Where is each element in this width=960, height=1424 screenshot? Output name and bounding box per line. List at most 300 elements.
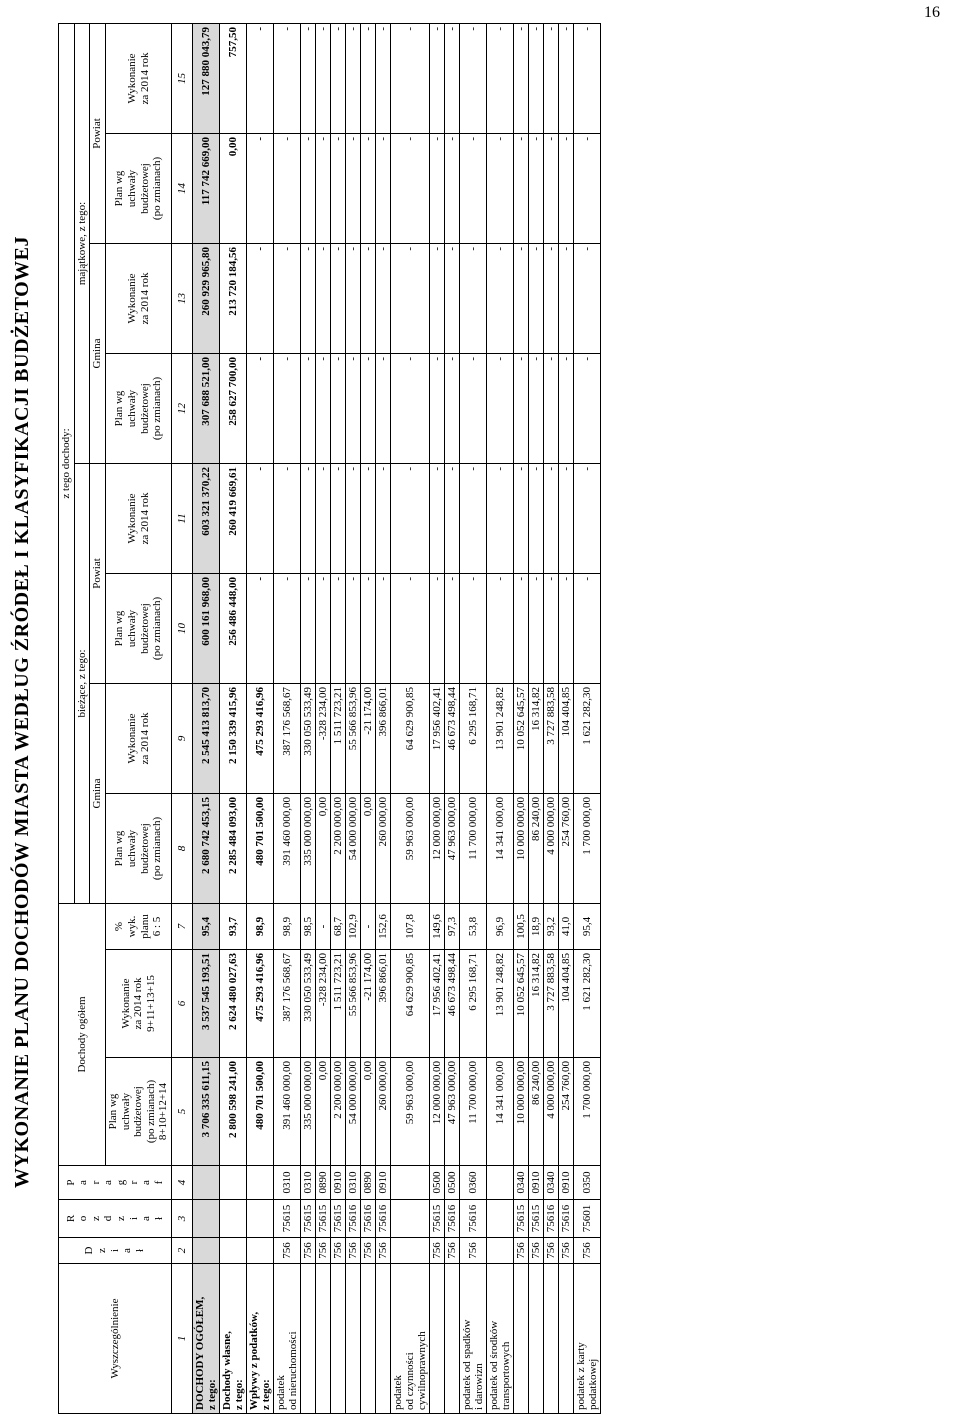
row-label: [316, 1264, 331, 1414]
cell-value: -328 234,00: [316, 683, 331, 793]
header-text-line: a: [77, 1180, 90, 1185]
table-body: [193, 23, 601, 1413]
table-row: [430, 23, 445, 1413]
header-paragraf: [59, 1166, 172, 1200]
cell-value: 330 050 533,49: [301, 683, 316, 793]
cell-value: -: [487, 243, 514, 353]
cell-value: 104 404,85: [559, 950, 574, 1058]
cell-dzial: 756: [445, 1238, 460, 1264]
header-text-line: a: [140, 1180, 153, 1185]
cell-value: 1 511 723,21: [331, 683, 346, 793]
cell-value: 93,7: [220, 903, 247, 949]
cell-value: -: [460, 243, 487, 353]
cell-paragraf: 0910: [559, 1166, 574, 1200]
header-text-line: 8+10+12+14: [157, 1082, 170, 1141]
cell-value: 256 486 448,00: [220, 573, 247, 683]
cell-value: 0,00: [316, 793, 331, 903]
column-number: 10: [172, 573, 193, 683]
cell-value: 13 901 248,82: [487, 950, 514, 1058]
cell-value: -: [346, 353, 361, 463]
cell-value: -: [376, 353, 391, 463]
table-header: [59, 23, 193, 1413]
cell-value: 53,8: [460, 903, 487, 949]
header-plan: [105, 353, 171, 463]
cell-dzial: [193, 1238, 220, 1264]
cell-value: -: [487, 573, 514, 683]
cell-value: -: [274, 573, 301, 683]
table-row: [301, 23, 316, 1413]
cell-value: -: [529, 23, 544, 133]
header-text-line: f: [152, 1180, 165, 1185]
row-label-line: cywilnoprawnych: [416, 1331, 429, 1410]
cell-paragraf: [391, 1166, 430, 1200]
cell-value: 0,00: [220, 133, 247, 243]
cell-value: 55 566 853,96: [346, 683, 361, 793]
column-number: 15: [172, 23, 193, 133]
cell-rozdzial: 75616: [544, 1200, 559, 1238]
header-text-line: %: [113, 921, 126, 932]
cell-value: -: [544, 573, 559, 683]
header-text-line: ł: [134, 1248, 147, 1253]
cell-value: -: [430, 243, 445, 353]
row-label: [391, 1264, 430, 1414]
cell-value: -: [514, 23, 529, 133]
table-row: [514, 23, 529, 1413]
cell-rozdzial: [487, 1200, 514, 1238]
cell-value: -: [391, 243, 430, 353]
header-text-line: budżetowej: [138, 383, 151, 434]
header-text-line: Wykonanie: [125, 493, 138, 544]
table-row: [391, 23, 430, 1413]
cell-value: -: [316, 133, 331, 243]
table-row: [193, 23, 220, 1413]
cell-value: 127 880 043,79: [193, 23, 220, 133]
cell-value: -: [361, 573, 376, 683]
header-text-line: Plan wg: [106, 1093, 119, 1130]
header-text-line: a: [121, 1248, 134, 1253]
cell-dzial: 756: [430, 1238, 445, 1264]
cell-value: 391 460 000,00: [274, 1058, 301, 1166]
cell-value: 86 240,00: [529, 1058, 544, 1166]
header-text-line: R: [64, 1214, 77, 1223]
cell-value: 6 295 168,71: [460, 683, 487, 793]
cell-value: 11 700 000,00: [460, 1058, 487, 1166]
cell-paragraf: [247, 1166, 274, 1200]
cell-dzial: [247, 1238, 274, 1264]
cell-rozdzial: 75615: [529, 1200, 544, 1238]
header-text-line: Plan wg: [113, 610, 126, 647]
cell-value: -: [331, 243, 346, 353]
row-label: [445, 1264, 460, 1414]
cell-dzial: 756: [331, 1238, 346, 1264]
cell-value: -: [574, 353, 601, 463]
cell-paragraf: 0910: [529, 1166, 544, 1200]
cell-value: 3 727 883,58: [544, 683, 559, 793]
header-text-line: uchwały: [119, 1092, 132, 1131]
cell-dzial: 756: [460, 1238, 487, 1264]
cell-rozdzial: 75615: [430, 1200, 445, 1238]
header-text-line: uchwały: [125, 829, 138, 868]
cell-value: -: [376, 573, 391, 683]
cell-value: -: [247, 353, 274, 463]
cell-value: 96,9: [487, 903, 514, 949]
cell-value: 10 052 645,57: [514, 950, 529, 1058]
cell-value: 307 688 521,00: [193, 353, 220, 463]
cell-paragraf: 0360: [460, 1166, 487, 1200]
cell-dzial: 756: [301, 1238, 316, 1264]
header-text-line: wyk.: [125, 915, 138, 938]
row-label-line: podatek od środków: [488, 1320, 501, 1410]
row-label-line: i darowizn: [473, 1363, 486, 1410]
column-number: 12: [172, 353, 193, 463]
cell-dzial: 756: [346, 1238, 361, 1264]
row-label: [346, 1264, 361, 1414]
cell-value: -: [460, 573, 487, 683]
column-number: 13: [172, 243, 193, 353]
cell-value: -: [529, 463, 544, 573]
row-label: [487, 1264, 514, 1414]
header-text-line: o: [77, 1215, 90, 1222]
header-text-line: (po zmianach): [151, 376, 164, 441]
cell-value: 152,6: [376, 903, 391, 949]
cell-value: -: [430, 353, 445, 463]
cell-value: -: [574, 133, 601, 243]
row-label-line: podatek z karty: [575, 1342, 588, 1410]
row-label: [331, 1264, 346, 1414]
cell-value: -: [247, 463, 274, 573]
cell-rozdzial: 75616: [361, 1200, 376, 1238]
cell-value: -: [346, 463, 361, 573]
cell-dzial: 756: [274, 1238, 301, 1264]
cell-value: -: [391, 23, 430, 133]
row-label-line: z tego:: [260, 1379, 273, 1410]
cell-value: -: [460, 23, 487, 133]
cell-value: -: [361, 133, 376, 243]
cell-value: -: [346, 243, 361, 353]
cell-value: -: [460, 353, 487, 463]
cell-value: 2 200 000,00: [331, 1058, 346, 1166]
column-number: 5: [172, 1058, 193, 1166]
cell-value: 10 000 000,00: [514, 793, 529, 903]
cell-value: 2 200 000,00: [331, 793, 346, 903]
cell-value: -: [331, 23, 346, 133]
header-text-line: Plan wg: [113, 830, 126, 867]
cell-dzial: 756: [376, 1238, 391, 1264]
cell-dzial: 756: [529, 1238, 544, 1264]
cell-rozdzial: 75615: [331, 1200, 346, 1238]
cell-paragraf: [220, 1166, 247, 1200]
header-text-line: uchwały: [125, 169, 138, 208]
row-label-line: z tego:: [206, 1379, 219, 1410]
header-powiat: Powiat: [90, 463, 106, 683]
cell-value: -: [361, 903, 376, 949]
cell-rozdzial: 75615: [514, 1200, 529, 1238]
column-number: 1: [172, 1264, 193, 1414]
cell-paragraf: 0350: [574, 1166, 601, 1200]
cell-value: -: [361, 23, 376, 133]
cell-value: -: [514, 463, 529, 573]
row-label: [559, 1264, 574, 1414]
cell-rozdzial: 75615: [301, 1200, 316, 1238]
cell-value: -: [346, 133, 361, 243]
header-text-line: uchwały: [125, 609, 138, 648]
header-wykonanie: [105, 243, 171, 353]
cell-value: -: [514, 243, 529, 353]
cell-value: 12 000 000,00: [430, 1058, 445, 1166]
header-gmina: Gmina: [90, 683, 106, 903]
cell-value: -: [574, 243, 601, 353]
cell-value: 213 720 184,56: [220, 243, 247, 353]
header-z-tego-dochody: z tego dochody:: [59, 23, 75, 903]
row-label: [574, 1264, 601, 1414]
cell-value: 46 673 498,44: [445, 950, 460, 1058]
cell-value: 4 000 000,00: [544, 1058, 559, 1166]
cell-value: -: [430, 573, 445, 683]
cell-value: -: [346, 573, 361, 683]
cell-paragraf: 0500: [445, 1166, 460, 1200]
cell-value: -: [247, 23, 274, 133]
cell-value: 12 000 000,00: [430, 793, 445, 903]
cell-value: -: [487, 133, 514, 243]
cell-value: 600 161 968,00: [193, 573, 220, 683]
cell-value: -: [514, 573, 529, 683]
cell-value: 396 866,01: [376, 683, 391, 793]
cell-value: -: [316, 353, 331, 463]
cell-value: 254 760,00: [559, 1058, 574, 1166]
row-label: [220, 1264, 247, 1414]
cell-value: -: [346, 23, 361, 133]
cell-value: 86 240,00: [529, 793, 544, 903]
header-text-line: a: [140, 1216, 153, 1221]
cell-value: -: [445, 23, 460, 133]
cell-value: 10 000 000,00: [514, 1058, 529, 1166]
table-row: [487, 23, 514, 1413]
cell-dzial: [487, 1238, 514, 1264]
header-text-line: Wykonanie: [119, 978, 132, 1029]
cell-value: 47 963 000,00: [445, 1058, 460, 1166]
cell-value: 335 000 000,00: [301, 793, 316, 903]
table-row: [274, 23, 301, 1413]
cell-value: -: [445, 133, 460, 243]
cell-rozdzial: [247, 1200, 274, 1238]
cell-value: -: [316, 903, 331, 949]
row-label-line: DOCHODY OGÓŁEM,: [194, 1296, 207, 1410]
cell-dzial: 756: [514, 1238, 529, 1264]
row-label: [247, 1264, 274, 1414]
cell-value: -: [316, 243, 331, 353]
cell-value: 14 341 000,00: [487, 793, 514, 903]
cell-paragraf: 0340: [544, 1166, 559, 1200]
cell-value: -: [529, 353, 544, 463]
header-plan: [105, 573, 171, 683]
header-dochody-ogolem: Dochody ogółem: [59, 903, 106, 1165]
cell-value: -: [247, 243, 274, 353]
header-dzial: [59, 1238, 172, 1264]
cell-value: 55 566 853,96: [346, 950, 361, 1058]
cell-value: -: [559, 573, 574, 683]
cell-dzial: [391, 1238, 430, 1264]
cell-rozdzial: 75615: [274, 1200, 301, 1238]
cell-value: 258 627 700,00: [220, 353, 247, 463]
cell-paragraf: 0310: [346, 1166, 361, 1200]
cell-value: -: [361, 353, 376, 463]
cell-rozdzial: 75601: [574, 1200, 601, 1238]
header-wykonanie: [105, 23, 171, 133]
cell-paragraf: 0890: [361, 1166, 376, 1200]
cell-value: -: [430, 23, 445, 133]
cell-dzial: 756: [361, 1238, 376, 1264]
header-text-line: i: [108, 1248, 121, 1253]
cell-value: 68,7: [331, 903, 346, 949]
cell-value: 102,9: [346, 903, 361, 949]
cell-value: 260 000,00: [376, 793, 391, 903]
income-table: [58, 23, 601, 1414]
cell-value: 16 314,82: [529, 683, 544, 793]
cell-value: 475 293 416,96: [247, 683, 274, 793]
cell-rozdzial: 75616: [559, 1200, 574, 1238]
table-row: [574, 23, 601, 1413]
header-text-line: uchwały: [125, 389, 138, 428]
cell-value: -: [331, 463, 346, 573]
cell-dzial: [220, 1238, 247, 1264]
cell-value: 95,4: [574, 903, 601, 949]
header-wykonanie: [105, 463, 171, 573]
cell-value: -: [559, 353, 574, 463]
cell-value: 95,4: [193, 903, 220, 949]
header-text-line: r: [127, 1180, 140, 1185]
table-row: [376, 23, 391, 1413]
table-row: [316, 23, 331, 1413]
cell-value: -: [559, 243, 574, 353]
cell-value: -: [529, 133, 544, 243]
cell-value: 117 742 669,00: [193, 133, 220, 243]
header-text-line: (po zmianach): [151, 596, 164, 661]
cell-value: 2 150 339 415,96: [220, 683, 247, 793]
cell-dzial: 756: [559, 1238, 574, 1264]
cell-value: 64 629 900,85: [391, 950, 430, 1058]
cell-value: -: [247, 133, 274, 243]
cell-value: 260 000,00: [376, 1058, 391, 1166]
cell-value: -: [544, 463, 559, 573]
cell-value: -: [274, 353, 301, 463]
cell-value: -: [445, 243, 460, 353]
cell-value: -: [376, 243, 391, 353]
cell-value: 6 295 168,71: [460, 950, 487, 1058]
column-number: 6: [172, 950, 193, 1058]
cell-value: 1 700 000,00: [574, 1058, 601, 1166]
cell-value: 2 285 484 093,00: [220, 793, 247, 903]
cell-value: -: [487, 23, 514, 133]
cell-value: 98,9: [274, 903, 301, 949]
cell-value: 330 050 533,49: [301, 950, 316, 1058]
cell-rozdzial: 75616: [460, 1200, 487, 1238]
cell-value: 46 673 498,44: [445, 683, 460, 793]
header-majatkowe: majątkowe, z tego:: [74, 23, 90, 463]
cell-value: 107,8: [391, 903, 430, 949]
row-label-line: podatek: [392, 1375, 405, 1410]
cell-value: 59 963 000,00: [391, 1058, 430, 1166]
cell-value: -: [331, 573, 346, 683]
header-text-line: z: [89, 1216, 102, 1221]
cell-value: -: [544, 243, 559, 353]
header-text-line: budżetowej: [138, 823, 151, 874]
row-label: [529, 1264, 544, 1414]
cell-value: 4 000 000,00: [544, 793, 559, 903]
header-plan: [105, 793, 171, 903]
header-plan: [105, 133, 171, 243]
cell-value: -: [301, 243, 316, 353]
cell-value: 97,3: [445, 903, 460, 949]
cell-value: -: [559, 133, 574, 243]
header-text-line: Plan wg: [113, 170, 126, 207]
cell-value: -: [361, 463, 376, 573]
cell-dzial: 756: [316, 1238, 331, 1264]
cell-value: 387 176 568,67: [274, 683, 301, 793]
cell-value: 335 000 000,00: [301, 1058, 316, 1166]
cell-value: 93,2: [544, 903, 559, 949]
row-label: [274, 1264, 301, 1414]
cell-paragraf: 0500: [430, 1166, 445, 1200]
table-row: [361, 23, 376, 1413]
header-text-line: za 2014 rok: [132, 977, 145, 1030]
column-number-row: [172, 23, 193, 1413]
column-number: 7: [172, 903, 193, 949]
cell-value: 14 341 000,00: [487, 1058, 514, 1166]
cell-paragraf: 0310: [301, 1166, 316, 1200]
cell-value: 17 956 402,41: [430, 950, 445, 1058]
cell-value: -: [445, 353, 460, 463]
column-number: 8: [172, 793, 193, 903]
header-text-line: (po zmianach): [151, 816, 164, 881]
cell-value: -: [331, 353, 346, 463]
header-gmina: Gmina: [90, 243, 106, 463]
header-row: [59, 23, 75, 1413]
header-text-line: za 2014 rok: [138, 712, 151, 765]
header-text-line: budżetowej: [138, 163, 151, 214]
row-label: [514, 1264, 529, 1414]
cell-value: 17 956 402,41: [430, 683, 445, 793]
cell-value: -: [301, 133, 316, 243]
cell-value: -21 174,00: [361, 683, 376, 793]
cell-value: 0,00: [316, 1058, 331, 1166]
header-text-line: za 2014 rok: [138, 52, 151, 105]
header-text-line: Wykonanie: [125, 713, 138, 764]
cell-paragraf: 0910: [376, 1166, 391, 1200]
page-number: 16: [924, 4, 940, 21]
column-number: 9: [172, 683, 193, 793]
header-text-line: g: [115, 1179, 128, 1186]
cell-value: -: [316, 573, 331, 683]
column-number: 11: [172, 463, 193, 573]
page-title: WYKONANIE PLANU DOCHODÓW MIASTA WEDŁUG ŹRÓDEŁ I KLASYFIKACJI BUDŻETOWEJ: [11, 236, 33, 1188]
cell-value: -: [301, 463, 316, 573]
cell-rozdzial: 75615: [316, 1200, 331, 1238]
cell-rozdzial: 75616: [445, 1200, 460, 1238]
cell-value: -: [544, 133, 559, 243]
row-label-line: z tego:: [233, 1379, 246, 1410]
row-label-line: od nieruchomości: [287, 1331, 300, 1410]
cell-value: -: [247, 573, 274, 683]
cell-value: 98,9: [247, 903, 274, 949]
table-row: [445, 23, 460, 1413]
row-label-line: podatkowej: [587, 1358, 600, 1410]
row-label-line: podatek: [275, 1375, 288, 1410]
cell-value: 260 419 669,61: [220, 463, 247, 573]
cell-dzial: 756: [574, 1238, 601, 1264]
column-number: 4: [172, 1166, 193, 1200]
cell-value: 391 460 000,00: [274, 793, 301, 903]
row-label: [193, 1264, 220, 1414]
